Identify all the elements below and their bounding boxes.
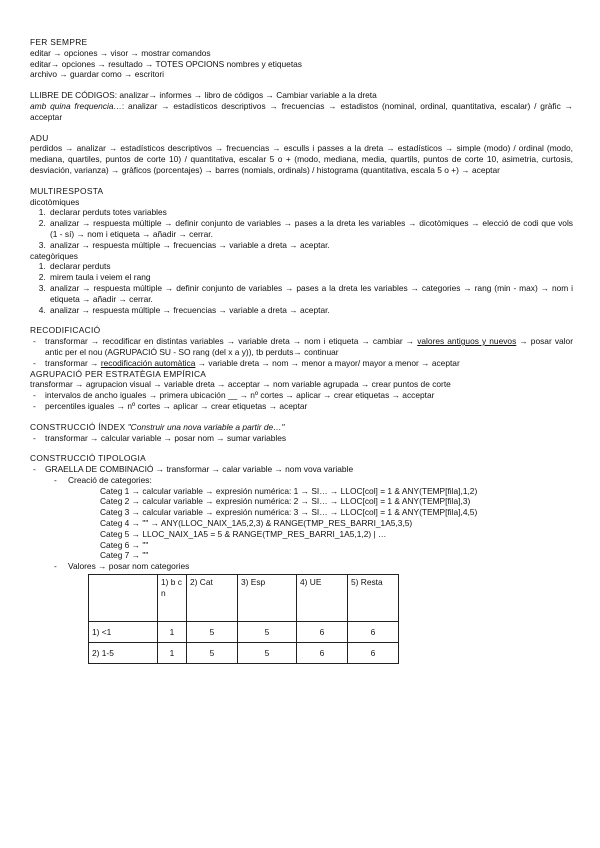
creacio-line: - Creació de categories: xyxy=(30,475,573,486)
table-header-cell: 5) Resta xyxy=(348,575,399,622)
list-item: - percentiles iguales → nº cortes → aplicar → crear etiquetas → aceptar xyxy=(30,401,573,412)
list-index xyxy=(30,433,573,444)
table-cell: 1 xyxy=(158,622,187,643)
section-index xyxy=(30,422,573,444)
list-item xyxy=(30,358,573,369)
subheading-dicotomiques: dicotòmiques xyxy=(30,196,80,207)
heading-text: CONSTRUCCIÓ ÍNDEX xyxy=(30,421,126,432)
paragraph-rest: : analizar → estadísticos descriptivos → frecuencias → estadistos (nominal, ordinal, quantitativa, escalar) / gràfic → acceptar xyxy=(30,100,573,122)
heading-recodificacio: RECODIFICACIÓ xyxy=(30,325,101,336)
list-item: 3. analizar → respuesta múltiple → definir conjunto de variables → pases a la dreta les variables → categories → rang (min - max) → nom i etiqueta → añadir → cerrar. xyxy=(48,283,573,305)
list-categoriques xyxy=(30,261,573,315)
list-item: 2. mirem taula i veiem el rang xyxy=(48,272,573,283)
categ-line: Categ 3 → calcular variable → expresión numérica: 3 → SI… → LLOC[col] = 1 & ANY(TEMP[fila],4,5) xyxy=(100,507,478,518)
text-line: transformar → agrupacion visual → variable dreta → acceptar → nom variable agrupada → crear puntos de corte xyxy=(30,379,451,390)
categ-line: Categ 4 → "" → ANY(LLOC_NAIX_1A5,2,3) & RANGE(TMP_RES_BARRI_1A5,3,5) xyxy=(100,518,413,529)
heading-agrupacio: AGRUPACIÓ PER ESTRATÈGIA EMPÍRICA xyxy=(30,368,207,379)
document-page xyxy=(30,37,573,674)
table-header-row xyxy=(89,575,399,622)
underlined-text: valores antiguos y nuevos xyxy=(417,336,517,347)
section-llibre-codigos xyxy=(30,90,573,122)
text-span: → posar valor antic per el nou (AGRUPACIÓ SU - SO rang (del x a y)), tb perduts→ continuar xyxy=(45,336,573,357)
paragraph: perdidos → analizar → estadísticos descriptivos → frecuencias → esculls i passes a la dreta → estadísticos → simple (modo) / ordinal (modo, mediana, quartiles, puntos de corte 10) / quantitativa, escalar 5 o + (modo, mediana, media, quartils, puntos de corte 10, asimetria, curtosis, desviación, varianza) → gràficos (porcentajes) → barres (nomials, ordinals) / histograma (quantitativa, escala 5 o +) → aceptar xyxy=(30,143,573,175)
heading-llibre-codigos: LLIBRE DE CÓDIGOS: analizar→ informes → libro de códigos → Cambiar variable a la dreta xyxy=(30,90,377,101)
categ-line: Categ 1 → calcular variable → expresión numérica: 1 → SI… → LLOC[col] = 1 & ANY(TEMP[fila],1,2) xyxy=(100,485,478,496)
categ-line: Categ 5 → LLOC_NAIX_1A5 = 5 & RANGE(TMP_RES_BARRI_1A5,1,2) | … xyxy=(100,528,387,539)
table-cell: 5 xyxy=(238,643,297,664)
underlined-text: recodificación automàtica xyxy=(100,357,196,368)
text-line: editar→ opciones → resultado → TOTES OPCIONS nombres y etiquetas xyxy=(30,58,302,69)
italic-prefix: amb quina frequencia… xyxy=(30,100,122,111)
list-item: 2. analizar → respuesta múltiple → definir conjunto de variables → pases a la dreta les variables → dicotòmiques → elecció de codi que vols (1 - sí) → nom i etiqueta → añadir → cerrar. xyxy=(48,218,573,240)
table-cell: 6 xyxy=(297,622,348,643)
text-line: archivo → guardar como → escritori xyxy=(30,69,165,80)
subheading-categoriques: categòriques xyxy=(30,250,78,261)
graella-line: - GRAELLA DE COMBINACIÓ → transformar → calar variable → nom vova variable xyxy=(30,464,573,475)
table-header-cell xyxy=(89,575,158,622)
paragraph xyxy=(30,101,573,123)
list-item: 4. analizar → respuesta múltiple → frecuencias → variable a dreta → aceptar. xyxy=(48,305,573,316)
text-line: editar → opciones → visor → mostrar comandos xyxy=(30,47,211,58)
list-agrupacio xyxy=(30,390,573,412)
list-item: - transformar → calcular variable → posar nom → sumar variables xyxy=(30,433,573,444)
table-cell: 5 xyxy=(238,622,297,643)
list-item: - intervalos de ancho iguales → primera ubicación __ → nº cortes → aplicar → crear etiquetas → acceptar xyxy=(30,390,573,401)
table-row xyxy=(89,643,399,664)
list-dicotomiques xyxy=(30,207,573,250)
list-item: 3. analizar → respuesta múltiple → frecuencias → variable a dreta → aceptar. xyxy=(48,240,573,251)
heading-fer-sempre: FER SEMPRE xyxy=(30,37,88,47)
table-cell: 6 xyxy=(297,643,348,664)
section-tipologia xyxy=(30,453,573,664)
section-recodificacio xyxy=(30,325,573,368)
section-multiresposta xyxy=(30,186,573,316)
table-cell: 6 xyxy=(348,622,399,643)
table-cell: 2) 1-5 xyxy=(89,643,158,664)
text-span: transformar → recodificar en distintas variables → variable dreta → nom i etiqueta → cambiar → xyxy=(45,336,418,347)
heading-multiresposta: MULTIRESPOSTA xyxy=(30,185,104,196)
heading-index xyxy=(30,422,573,433)
categ-line: Categ 6 → "" xyxy=(100,539,149,550)
table-header-cell: 3) Esp xyxy=(238,575,297,622)
section-agrupacio xyxy=(30,369,573,412)
table-row xyxy=(89,622,399,643)
italic-note: "Construir una nova variable a partir de…" xyxy=(127,421,285,432)
valores-line: - Valores → posar nom categories xyxy=(30,561,573,572)
list-item: 1. declarar perduts xyxy=(48,261,573,272)
section-fer-sempre xyxy=(30,37,573,80)
table-header-cell: 1) b c n xyxy=(158,575,187,622)
list-recodificacio xyxy=(30,336,573,368)
table-cell: 1 xyxy=(158,643,187,664)
table-header-cell: 4) UE xyxy=(297,575,348,622)
heading-adu: ADU xyxy=(30,132,49,143)
table-cell: 1) <1 xyxy=(89,622,158,643)
table-header-cell: 2) Cat xyxy=(187,575,238,622)
table-cell: 5 xyxy=(187,643,238,664)
section-adu xyxy=(30,133,573,176)
categ-line: Categ 2 → calcular variable → expresión numérica: 2 → SI… → LLOC[col] = 1 & ANY(TEMP[fila],3) xyxy=(100,496,471,507)
text-span: → variable dreta → nom → menor a mayor/ mayor a menor → aceptar xyxy=(195,357,460,368)
heading-tipologia: CONSTRUCCIÓ TIPOLOGIA xyxy=(30,453,146,464)
list-item: 1. declarar perduts totes variables xyxy=(48,207,573,218)
table-cell: 6 xyxy=(348,643,399,664)
list-item xyxy=(30,336,573,358)
categ-line: Categ 7 → "" xyxy=(100,550,149,561)
table-cell: 5 xyxy=(187,622,238,643)
text-span: transformar → xyxy=(45,357,101,368)
valores-table xyxy=(88,574,399,664)
